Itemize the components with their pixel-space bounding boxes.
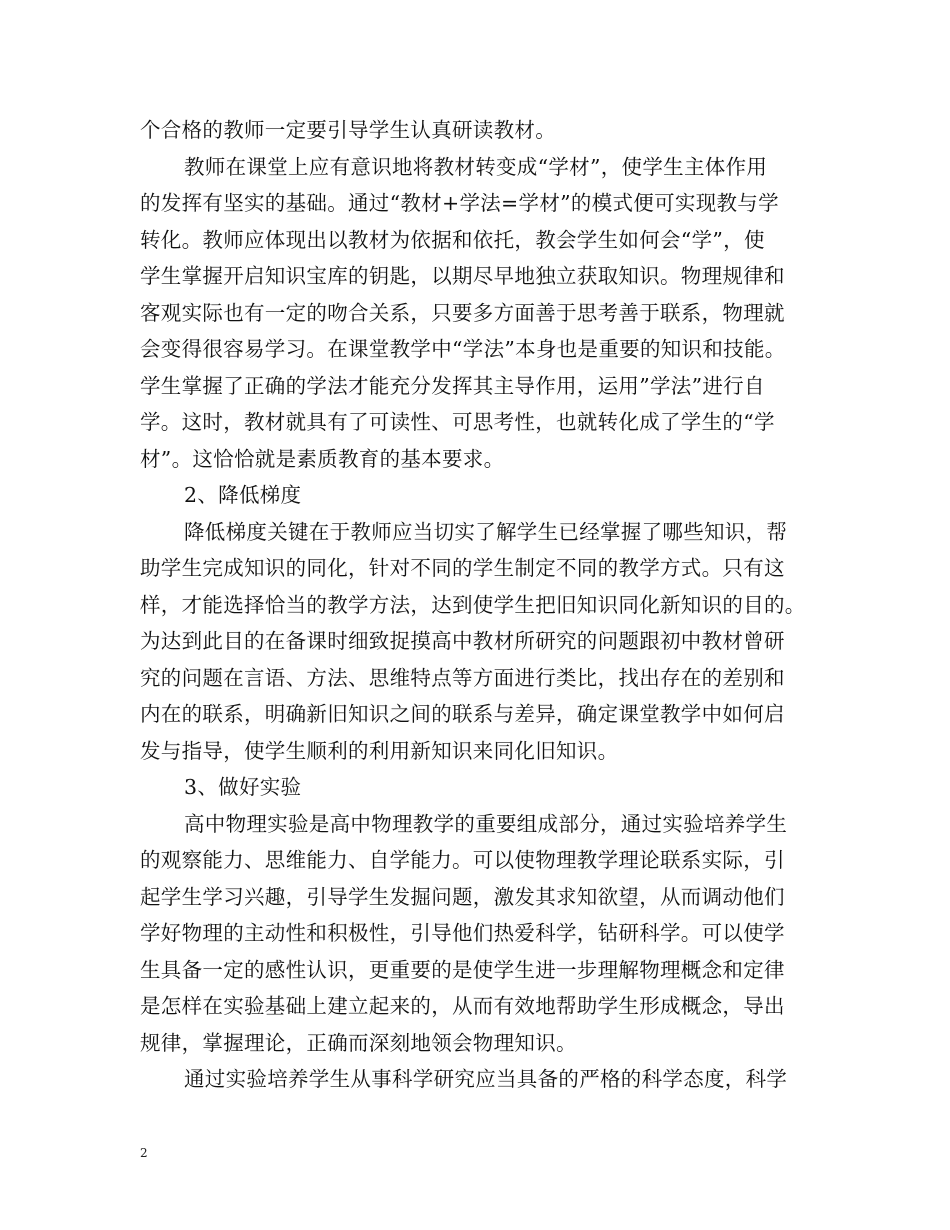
text-line: 起学生学习兴趣，引导学生发掘问题，激发其求知欲望，从而调动他们 (140, 884, 785, 909)
text-line: 的发挥有坚实的基础。通过“教材+学法=学材”的模式便可实现教与学 (140, 191, 779, 215)
text-line: 高中物理实验是高中物理教学的重要组成部分，通过实验培养学生 (184, 811, 788, 836)
text-line: 为达到此目的在备课时细致捉摸高中教材所研究的问题跟初中教材曾研 (140, 629, 785, 653)
text-line: 生具备一定的感性认识，更重要的是使学生进一步理解物理概念和定律 (140, 957, 785, 982)
text-line: 学。这时，教材就具有了可读性、可思考性，也就转化成了学生的“学 (140, 410, 775, 434)
text-line: 样，才能选择恰当的教学方法，达到使学生把旧知识同化新知识的目的。 (140, 592, 806, 617)
text-line: 2、降低梯度 (184, 483, 302, 507)
text-line: 规律，掌握理论，正确而深刻地领会物理知识。 (140, 1030, 577, 1055)
text-line: 会变得很容易学习。在课堂教学中“学法”本身也是重要的知识和技能。 (140, 337, 786, 361)
text-line: 客观实际也有一定的吻合关系，只要多方面善于思考善于联系，物理就 (140, 300, 785, 325)
text-line: 通过实验培养学生从事科学研究应当具备的严格的科学态度，科学 (184, 1067, 788, 1091)
page-number: 2 (140, 1146, 148, 1160)
text-line: 材”。这恰恰就是素质教育的基本要求。 (140, 446, 505, 471)
text-line: 转化。教师应体现出以教材为依据和依托，教会学生如何会“学”，使 (140, 227, 765, 252)
text-line: 学好物理的主动性和积极性，引导他们热爱科学，钻研科学。可以使学 (140, 921, 785, 945)
text-line: 的观察能力、思维能力、自学能力。可以使物理教学理论联系实际，引 (140, 848, 785, 872)
text-line: 降低梯度关键在于教师应当切实了解学生已经掌握了哪些知识，帮 (184, 519, 788, 544)
body-text (140, 112, 830, 1098)
text-line: 学生掌握开启知识宝库的钥匙，以期尽早地独立获取知识。物理规律和 (140, 264, 785, 288)
text-line: 内在的联系，明确新旧知识之间的联系与差异，确定课堂教学中如何启 (140, 702, 785, 726)
text-line: 3、做好实验 (184, 775, 302, 799)
text-line: 究的问题在言语、方法、思维特点等方面进行类比，找出存在的差别和 (140, 665, 785, 690)
text-line: 学生掌握了正确的学法才能充分发挥其主导作用，运用”学法”进行自 (140, 373, 765, 398)
text-line: 个合格的教师一定要引导学生认真研读教材。 (140, 118, 556, 142)
text-line: 是怎样在实验基础上建立起来的，从而有效地帮助学生形成概念，导出 (140, 994, 785, 1018)
text-line: 助学生完成知识的同化，针对不同的学生制定不同的教学方式。只有这 (140, 556, 785, 580)
text-line: 教师在课堂上应有意识地将教材转变成“学材”，使学生主体作用 (184, 154, 768, 179)
text-line: 发与指导，使学生顺利的利用新知识来同化旧知识。 (140, 738, 619, 763)
